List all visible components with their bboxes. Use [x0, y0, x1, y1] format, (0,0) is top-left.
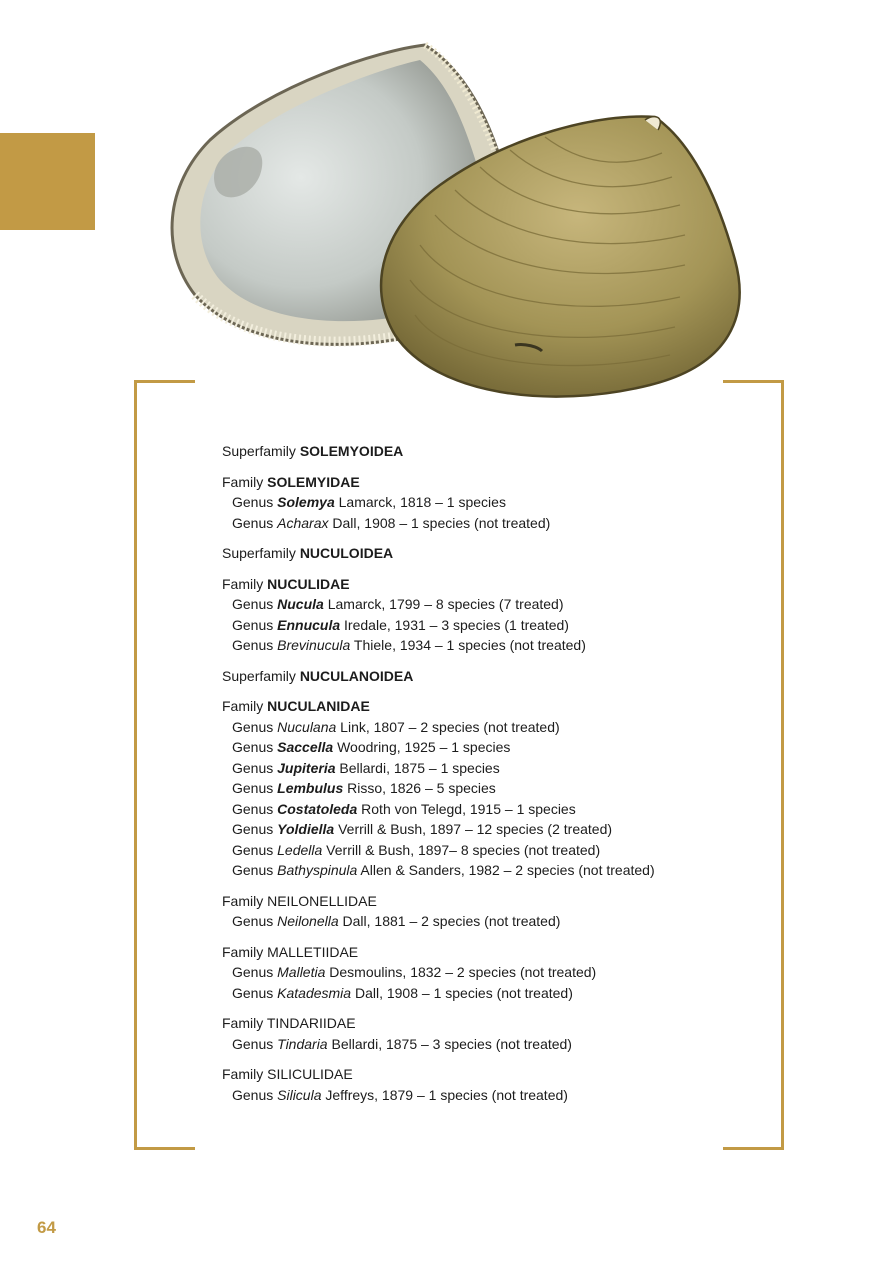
entry-text: Neilonella	[277, 913, 339, 929]
taxon-group	[222, 1013, 702, 1054]
entry-text: Saccella	[277, 739, 334, 755]
entry-text: Brevinucula	[277, 637, 351, 653]
entry-text: Genus	[232, 800, 278, 817]
entry-text: Link, 1807 – 2 species (not treated)	[336, 718, 560, 735]
entry-text: Ledella	[277, 841, 323, 858]
genus-entry	[222, 492, 702, 513]
entry-text: Family MALLETIIDAE	[222, 943, 359, 960]
genus-entry	[222, 1085, 702, 1106]
genus-entry	[222, 840, 702, 861]
entry-text: Nuculana	[277, 718, 337, 735]
taxon-group	[222, 1064, 702, 1105]
genus-entry	[222, 778, 702, 799]
entry-text: Costatoleda	[277, 800, 358, 817]
entry-text: Family TINDARIIDAE	[222, 1015, 356, 1031]
entry-text: Katadesmia	[277, 984, 352, 1001]
entry-text: Acharax	[277, 514, 329, 531]
entry-text: Nucula	[277, 596, 324, 612]
entry-text: Dall, 1881 – 2 species (not treated)	[338, 913, 561, 929]
entry-text: Dall, 1908 – 1 species (not treated)	[351, 984, 573, 1001]
entry-text: Genus	[232, 596, 278, 612]
genus-entry	[222, 983, 702, 1004]
taxon-heading	[222, 1013, 702, 1034]
entry-text: Lamarck, 1818 – 1 species	[334, 494, 506, 510]
entry-text: Genus	[232, 616, 278, 633]
entry-text: Family	[222, 698, 268, 714]
chapter-tab	[0, 133, 95, 230]
page-number: 64	[37, 1218, 56, 1237]
taxon-group	[222, 441, 702, 462]
taxon-group	[222, 543, 702, 564]
entry-text: Genus	[232, 821, 278, 837]
taxon-heading	[222, 1064, 702, 1085]
entry-text: Genus	[232, 841, 278, 858]
entry-text: Lembulus	[277, 780, 344, 796]
taxon-heading	[222, 696, 702, 717]
entry-text: Genus	[232, 913, 278, 929]
entry-text: Bellardi, 1875 – 1 species	[335, 759, 500, 776]
entry-text: Bellardi, 1875 – 3 species (not treated)	[327, 1035, 572, 1052]
entry-text: Genus	[232, 718, 278, 735]
taxon-group	[222, 891, 702, 932]
genus-entry	[222, 737, 702, 758]
entry-text: Woodring, 1925 – 1 species	[333, 739, 511, 755]
entry-text: Yoldiella	[277, 821, 335, 837]
entry-text: Lamarck, 1799 – 8 species (7 treated)	[323, 596, 564, 612]
entry-text: Desmoulins, 1832 – 2 species (not treated)	[325, 964, 597, 980]
genus-entry	[222, 1034, 702, 1055]
entry-text: Genus	[232, 637, 278, 653]
taxon-group	[222, 666, 702, 687]
frame-bracket-left	[134, 380, 195, 1150]
entry-text: Thiele, 1934 – 1 species (not treated)	[350, 637, 586, 653]
entry-text: Family	[222, 575, 268, 592]
genus-entry	[222, 594, 702, 615]
entry-text: Genus	[232, 759, 278, 776]
taxon-heading	[222, 472, 702, 493]
entry-text: Ennucula	[277, 616, 341, 633]
entry-text: Dall, 1908 – 1 species (not treated)	[328, 514, 551, 531]
entry-text: SOLEMYOIDEA	[299, 443, 404, 459]
frame-bracket-right	[723, 380, 784, 1150]
taxon-heading	[222, 666, 702, 687]
entry-text: Genus	[232, 514, 278, 531]
entry-text: Family NEILONELLIDAE	[222, 892, 377, 909]
taxon-group	[222, 574, 702, 656]
entry-text: Genus	[232, 494, 278, 510]
entry-text: Iredale, 1931 – 3 species (1 treated)	[340, 616, 569, 633]
entry-text: Genus	[232, 1086, 278, 1103]
entry-text: Jupiteria	[277, 759, 336, 776]
taxon-heading	[222, 441, 702, 462]
genus-entry	[222, 513, 702, 534]
genus-entry	[222, 615, 702, 636]
shell-illustration	[150, 25, 760, 415]
entry-text: SOLEMYIDAE	[267, 473, 360, 490]
taxon-heading	[222, 891, 702, 912]
entry-text: Superfamily	[222, 443, 300, 459]
taxon-heading	[222, 543, 702, 564]
entry-text: Genus	[232, 862, 278, 878]
genus-entry	[222, 911, 702, 932]
genus-entry	[222, 717, 702, 738]
entry-text: Risso, 1826 – 5 species	[343, 780, 496, 796]
entry-text: Jeffreys, 1879 – 1 species (not treated)	[321, 1086, 568, 1103]
entry-text: NUCULIDAE	[267, 575, 350, 592]
entry-text: Allen & Sanders, 1982 – 2 species (not treated)	[357, 862, 655, 878]
taxon-group	[222, 942, 702, 1004]
entry-text: NUCULOIDEA	[299, 545, 394, 561]
genus-entry	[222, 758, 702, 779]
entry-text: NUCULANIDAE	[267, 698, 370, 714]
genus-entry	[222, 962, 702, 983]
entry-text: Silicula	[277, 1086, 322, 1103]
taxon-heading	[222, 942, 702, 963]
taxon-group	[222, 472, 702, 534]
entry-text: Superfamily	[222, 667, 300, 684]
genus-entry	[222, 799, 702, 820]
entry-text: Family SILICULIDAE	[222, 1066, 353, 1082]
entry-text: Genus	[232, 964, 278, 980]
taxonomy-list	[222, 441, 702, 1115]
entry-text: Tindaria	[277, 1035, 328, 1052]
entry-text: Bathyspinula	[277, 862, 358, 878]
entry-text: Genus	[232, 984, 278, 1001]
entry-text: NUCULANOIDEA	[299, 667, 414, 684]
entry-text: Superfamily	[222, 545, 300, 561]
entry-text: Verrill & Bush, 1897– 8 species (not treated)	[322, 841, 601, 858]
genus-entry	[222, 860, 702, 881]
entry-text: Family	[222, 473, 268, 490]
entry-text: Genus	[232, 1035, 278, 1052]
entry-text: Genus	[232, 780, 278, 796]
entry-text: Malletia	[277, 964, 326, 980]
taxon-group	[222, 696, 702, 881]
entry-text: Roth von Telegd, 1915 – 1 species	[357, 800, 576, 817]
genus-entry	[222, 819, 702, 840]
entry-text: Solemya	[277, 494, 335, 510]
entry-text: Genus	[232, 739, 278, 755]
taxon-heading	[222, 574, 702, 595]
entry-text: Verrill & Bush, 1897 – 12 species (2 treated)	[334, 821, 613, 837]
genus-entry	[222, 635, 702, 656]
